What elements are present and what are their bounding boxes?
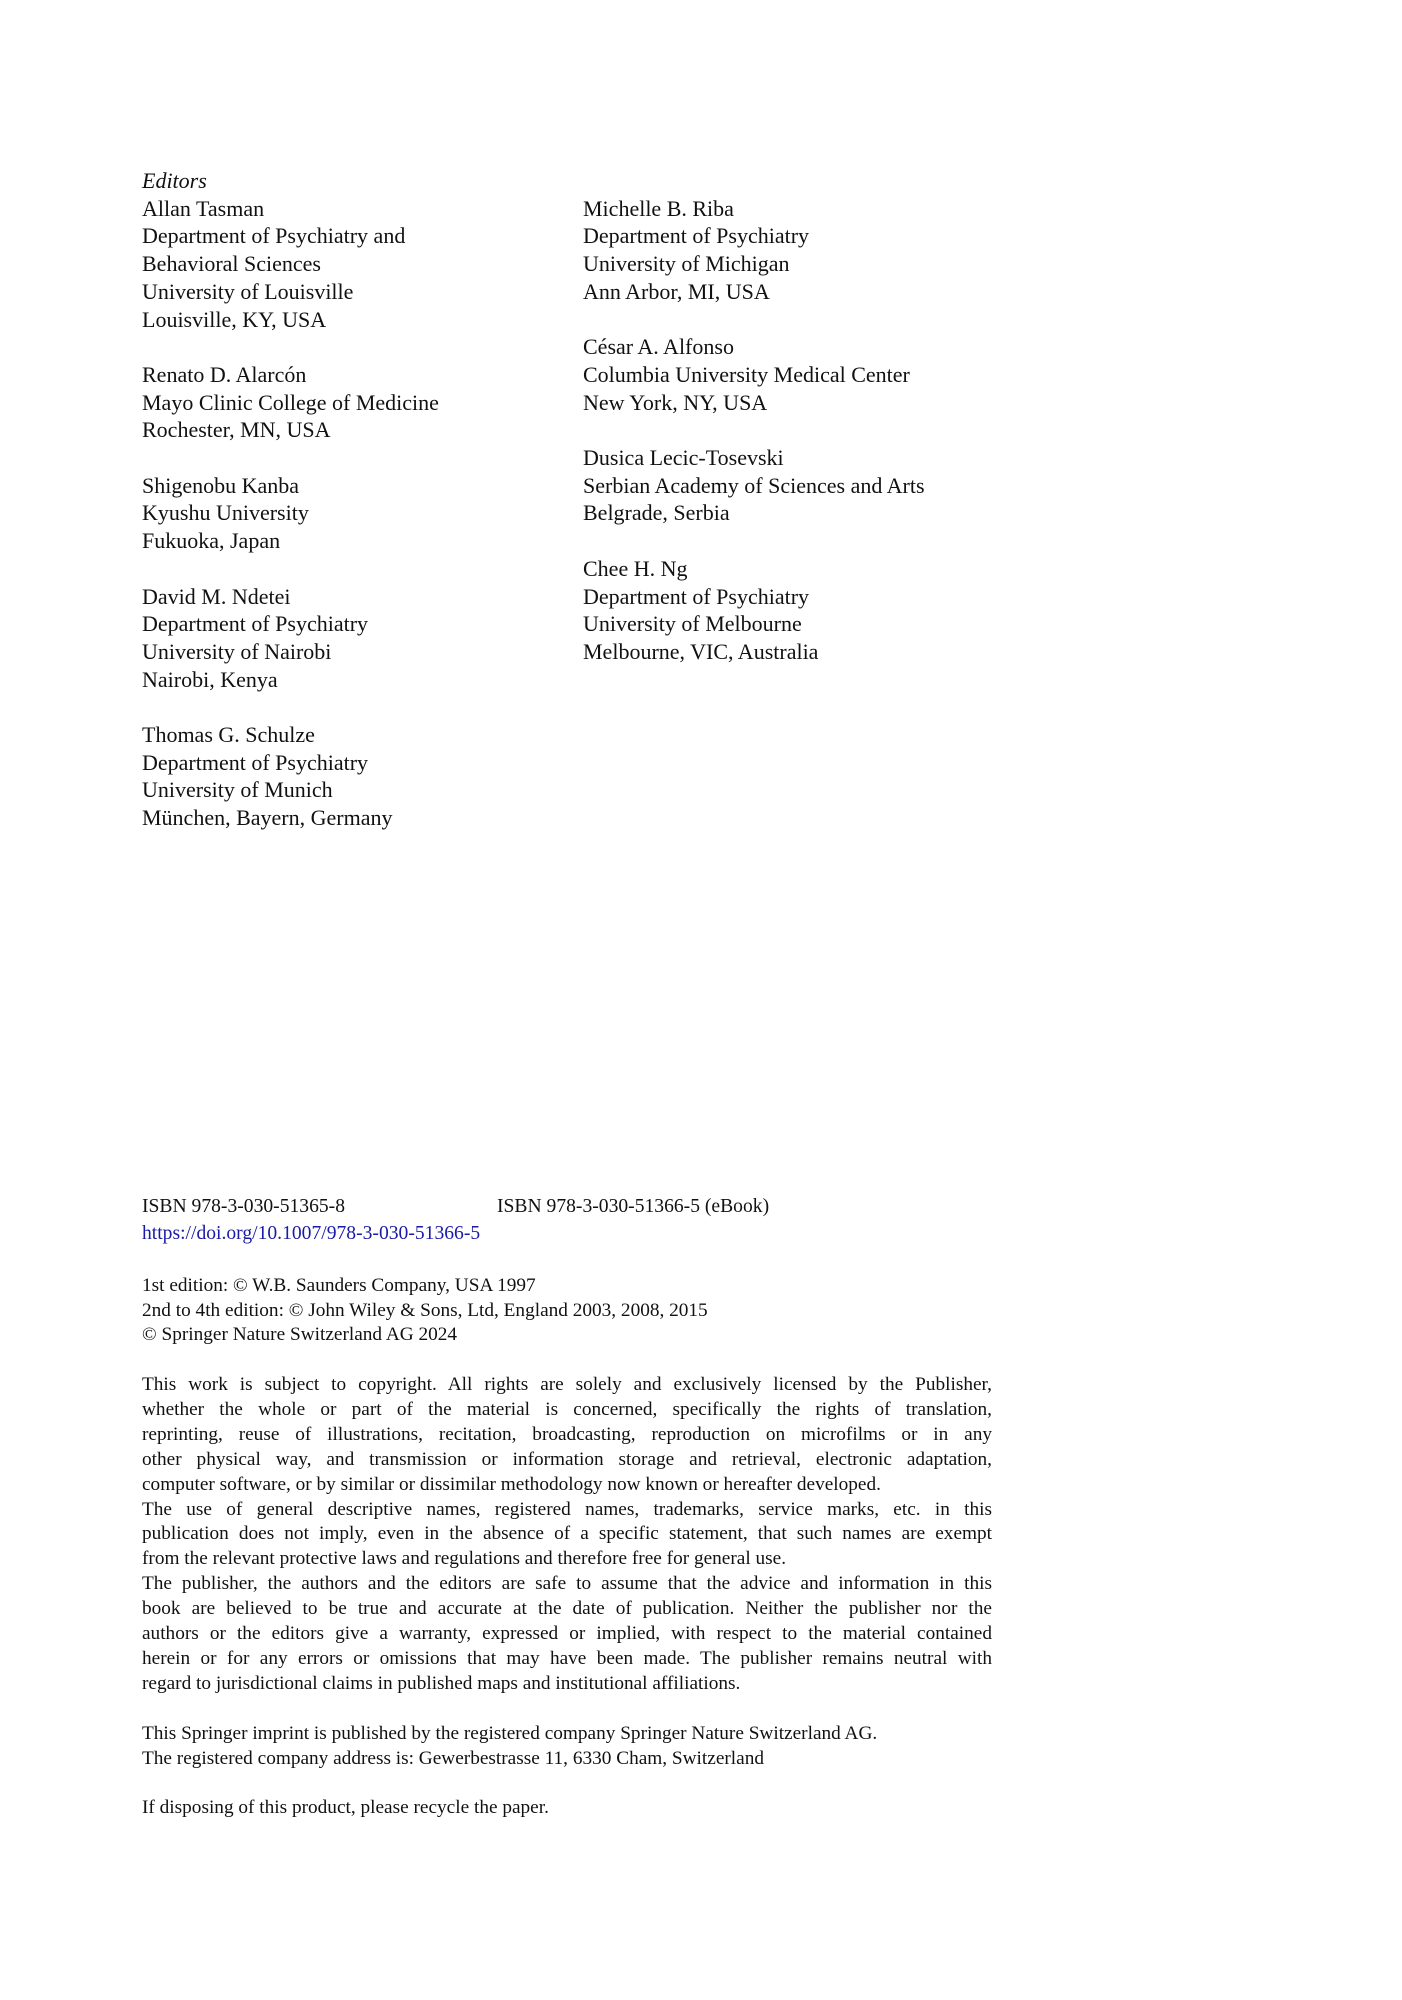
editor-affiliation-line: University of Michigan — [583, 251, 790, 277]
editor-name: Allan Tasman — [142, 195, 265, 221]
editor-affiliation-line: University of Nairobi — [142, 638, 332, 664]
copyright-line: whether the whole or part of the material is concerned, specifically the rights of translation, — [142, 1398, 992, 1420]
editor-affiliation-line: Columbia University Medical Center — [583, 361, 910, 387]
copyright-line: This work is subject to copyright. All rights are solely and exclusively licensed by the Publisher, — [142, 1374, 992, 1395]
imprint-notice — [142, 1722, 992, 1772]
editor-affiliation-line: Louisville, KY, USA — [142, 306, 327, 332]
editor-name: David M. Ndetei — [142, 583, 291, 609]
isbn-print: ISBN 978-3-030-51365-8 — [142, 1196, 345, 1217]
imprint-line: The registered company address is: Gewerbestrasse 11, 6330 Cham, Switzerland — [142, 1747, 764, 1769]
imprint-line: This Springer imprint is published by the registered company Springer Nature Switzerland AG. — [142, 1723, 878, 1744]
copyright-line: other physical way, and transmission or information storage and retrieval, electronic adaptation, — [142, 1448, 992, 1470]
editor-affiliation-line: Department of Psychiatry — [583, 223, 810, 249]
editor-affiliation-line: Nairobi, Kenya — [142, 666, 278, 692]
copyright-line: authors or the editors give a warranty, expressed or implied, with respect to the material contained — [142, 1623, 992, 1645]
edition-line: © Springer Nature Switzerland AG 2024 — [142, 1324, 458, 1346]
edition-line: 1st edition: © W.B. Saunders Company, USA 1997 — [142, 1275, 536, 1296]
copyright-line: The use of general descriptive names, registered names, trademarks, service marks, etc. in this — [142, 1498, 992, 1520]
copyright-line: herein or for any errors or omissions that may have been made. The publisher remains neutral with — [142, 1647, 992, 1669]
editor-affiliation-line: University of Munich — [142, 777, 333, 803]
copyright-line: book are believed to be true and accurate at the date of publication. Neither the publisher nor the — [142, 1598, 992, 1620]
editors-right-column — [583, 195, 925, 666]
copyright-line: publication does not imply, even in the absence of a specific statement, that such names are exempt — [142, 1523, 992, 1545]
editor-affiliation-line: Fukuoka, Japan — [142, 528, 281, 554]
editors-left-column — [142, 167, 439, 832]
editor-name: Thomas G. Schulze — [142, 722, 315, 748]
copyright-notice — [142, 1373, 992, 1697]
copyright-line: regard to jurisdictional claims in published maps and institutional affiliations. — [142, 1672, 741, 1694]
editor-affiliation-line: Belgrade, Serbia — [583, 500, 730, 526]
editor-affiliation-line: Department of Psychiatry — [142, 611, 369, 637]
isbn-ebook: ISBN 978-3-030-51366-5 (eBook) — [497, 1196, 770, 1217]
editor-affiliation-line: Kyushu University — [142, 500, 309, 526]
edition-line: 2nd to 4th edition: © John Wiley & Sons, Ltd, England 2003, 2008, 2015 — [142, 1299, 708, 1321]
recycle-text: If disposing of this product, please recycle the paper. — [142, 1797, 549, 1818]
editor-affiliation-line: Serbian Academy of Sciences and Arts — [583, 472, 925, 498]
doi-link[interactable]: https://doi.org/10.1007/978-3-030-51366-5 — [142, 1223, 481, 1244]
editor-affiliation-line: Department of Psychiatry — [142, 749, 369, 775]
copyright-line: computer software, or by similar or dissimilar methodology now known or hereafter developed. — [142, 1473, 881, 1495]
editor-affiliation-line: Melbourne, VIC, Australia — [583, 638, 819, 664]
copyright-line: The publisher, the authors and the editors are safe to assume that the advice and information in this — [142, 1573, 992, 1595]
editor-name: Dusica Lecic-Tosevski — [583, 445, 784, 471]
editor-affiliation-line: University of Melbourne — [583, 611, 802, 637]
copyright-line: reprinting, reuse of illustrations, recitation, broadcasting, reproduction on microfilms or in any — [142, 1423, 992, 1445]
recycle-notice — [142, 1796, 992, 1821]
editors-label: Editors — [142, 168, 207, 193]
editor-affiliation-line: Rochester, MN, USA — [142, 417, 331, 443]
editor-affiliation-line: Behavioral Sciences — [142, 251, 321, 277]
editor-name: Chee H. Ng — [583, 555, 688, 581]
editor-affiliation-line: University of Louisville — [142, 278, 354, 304]
editor-name: Michelle B. Riba — [583, 195, 734, 221]
editor-affiliation-line: New York, NY, USA — [583, 389, 768, 415]
editor-affiliation-line: München, Bayern, Germany — [142, 805, 393, 831]
editor-affiliation-line: Department of Psychiatry and — [142, 223, 406, 249]
editor-affiliation-line: Mayo Clinic College of Medicine — [142, 389, 439, 415]
editor-name: Shigenobu Kanba — [142, 472, 300, 498]
editor-name: César A. Alfonso — [583, 334, 734, 360]
editor-affiliation-line: Department of Psychiatry — [583, 583, 810, 609]
editor-name: Renato D. Alarcón — [142, 361, 307, 387]
editor-affiliation-line: Ann Arbor, MI, USA — [583, 278, 770, 304]
copyright-line: from the relevant protective laws and regulations and therefore free for general use. — [142, 1548, 787, 1570]
edition-history — [142, 1274, 992, 1348]
